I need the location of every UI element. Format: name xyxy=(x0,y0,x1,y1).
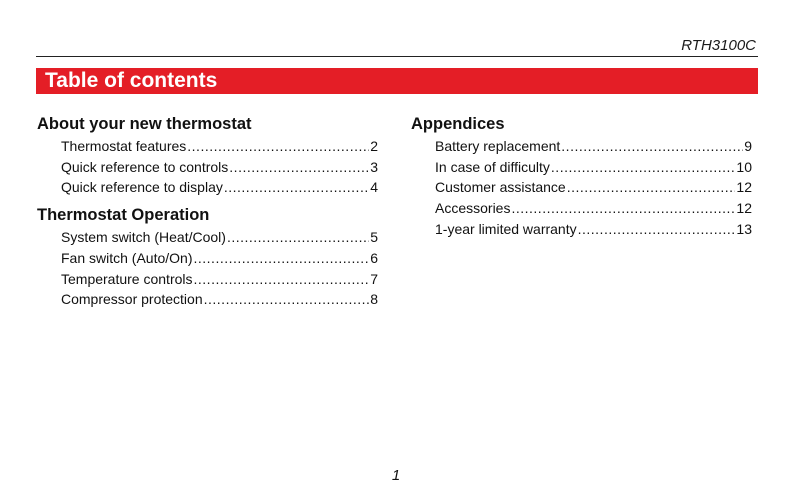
toc-entry-title: Temperature controls xyxy=(61,270,193,287)
section-heading: Appendices xyxy=(411,115,505,133)
toc-entry-title: 1-year limited warranty xyxy=(435,220,577,237)
toc-column-right xyxy=(411,114,752,240)
toc-entry-page: 7 xyxy=(370,270,378,287)
leader-dots xyxy=(567,177,736,198)
toc-entry[interactable] xyxy=(37,269,378,290)
toc-entry-page: 4 xyxy=(370,179,378,196)
toc-column-left xyxy=(37,114,378,310)
toc-entry-title: Accessories xyxy=(435,200,511,217)
model-number: RTH3100C xyxy=(681,37,756,54)
toc-entry-title: System switch (Heat/Cool) xyxy=(61,229,226,246)
toc-entry-page: 8 xyxy=(370,291,378,308)
leader-dots xyxy=(578,219,736,240)
toc-entry-page: 2 xyxy=(370,138,378,154)
section-entries xyxy=(37,227,378,310)
toc-entry-page: 6 xyxy=(370,249,378,266)
header-rule xyxy=(36,56,758,57)
toc-entry[interactable] xyxy=(37,177,378,198)
toc-entry-page: 13 xyxy=(736,220,752,237)
toc-entry-page: 10 xyxy=(736,158,752,175)
section-entries xyxy=(37,136,378,198)
toc-entry-title: Compressor protection xyxy=(61,291,203,308)
toc-entry[interactable] xyxy=(411,177,752,198)
toc-entry[interactable] xyxy=(411,198,752,219)
toc-entry[interactable] xyxy=(37,289,378,310)
toc-entry[interactable] xyxy=(37,157,378,178)
leader-dots xyxy=(194,248,370,269)
toc-entry-title: In case of difficulty xyxy=(435,158,550,175)
toc-entry-page: 9 xyxy=(744,138,752,154)
toc-entry[interactable] xyxy=(411,157,752,178)
toc-entry-title: Thermostat features xyxy=(61,138,187,154)
toc-entry[interactable] xyxy=(37,248,378,269)
leader-dots xyxy=(511,198,735,219)
toc-entry-title: Quick reference to display xyxy=(61,179,223,196)
leader-dots xyxy=(229,157,369,178)
toc-entry-title: Quick reference to controls xyxy=(61,158,229,175)
toc-banner: Table of contents xyxy=(36,68,758,94)
toc-entry-page: 12 xyxy=(736,200,752,217)
section-heading: About your new thermostat xyxy=(37,115,252,133)
toc-entry[interactable] xyxy=(411,219,752,240)
leader-dots xyxy=(187,136,369,157)
leader-dots xyxy=(227,227,369,248)
toc-entry[interactable] xyxy=(411,136,752,157)
toc-entry-title: Customer assistance xyxy=(435,179,566,196)
leader-dots xyxy=(551,157,736,178)
toc-entry-title: Battery replacement xyxy=(435,138,561,154)
toc-entry-page: 3 xyxy=(370,158,378,175)
leader-dots xyxy=(204,289,370,310)
page-number: 1 xyxy=(391,467,401,484)
leader-dots xyxy=(561,136,743,157)
section-heading: Thermostat Operation xyxy=(37,206,210,225)
toc-entry-page: 12 xyxy=(736,179,752,196)
leader-dots xyxy=(224,177,369,198)
toc-entry-page: 5 xyxy=(370,229,378,246)
toc-entry[interactable] xyxy=(37,227,378,248)
leader-dots xyxy=(194,269,370,290)
toc-entry-title: Fan switch (Auto/On) xyxy=(61,249,193,266)
toc-entry[interactable] xyxy=(37,136,378,157)
section-entries xyxy=(411,136,752,240)
